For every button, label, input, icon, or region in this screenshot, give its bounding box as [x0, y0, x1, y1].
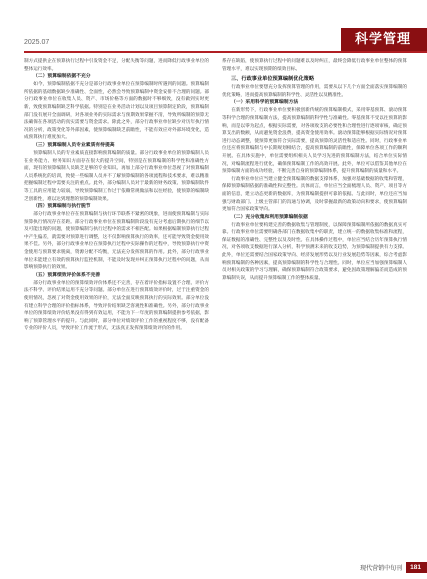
body-paragraph: 行政事业单位要构建完善的数据收集与管理制度，以保障预算编制所依据的数据真实可靠。行政事业单位需要明确各部门在数据收集中的职责，建立统一的数据收集标准和流程，保证数据的准确性、完整性以及及时性。在具体操作过程中，单位应当结合历年预算执行情况，对各项收支数据进行深入分析，科学预测未来的收支趋势，为预算编制提供有力支撑。此外，单位还需要结合国家政策导向、经济发展形势以及行业发展趋势等因素，综合考虑影响预算编制的各种因素，提高预算编制的科学性与合理性。同时，单位应当加强预算编制人员对相关政策的学习与理解，确保预算编制符合政策要求，避免因政策理解偏差而造成的预算编制失误，从而提升预算编制工作的整体质量。 — [222, 222, 407, 281]
page-number: 181 — [406, 562, 427, 573]
page-footer — [360, 562, 427, 573]
body-paragraph: 预算编制人员的专业素质直接影响预算编制的质量。部分行政事业单位的预算编制人员在业务能力、财务知识方面存在很大的提升空间，特别是在预算编制的科学性和准确性方面，现有的预算编制人员缺乏足够的专业知识。再加上部分行政事业单位忽视了对预算编制人员系统化的培训，致使一些编制人员并不了解预算编制的各项流程和技术要求，难以精准把握编制过程中需要关注的重点。此外，部分编制人员对于最新的财务政策、预算编制软件等工具的应用能力较弱，导致预算编制工作过于依赖常规做法和以往经验，使预算的编制缺乏创新性，难以达到理想的预算编制效果。 — [24, 150, 209, 202]
left-column — [24, 58, 209, 556]
body-paragraph: 部分行政事业单位的预算绩效评价体系还不完善，存在着评价指标设置不合理、评价方法不科学、评价结果运用不充分等问题。部分单位在进行预算绩效评价时，过于注重资金的使用情况，忽视了对资金使用效果的评价，无法全面反映预算执行的实际效果。部分单位没有建立科学合理的评价指标体系，导致评价结果缺乏客观性和准确性。另外，部分行政事业单位的预算绩效评价结果没有得到有效运用，不能为下一年度的预算编制提供参考依据，影响了预算管理水平的提升。与此同时，部分单位对绩效评价工作的重视程度不够，没有配备专业的评价人员，导致评价工作流于形式，无法真正发挥预算绩效评价的作用。 — [24, 280, 209, 332]
subsection-heading: （五）预算绩效评价体系不完善 — [33, 272, 101, 278]
subsection-heading: （三）预算编制人员专业素质有待提高 — [33, 142, 115, 148]
subsection-heading: （四）预算编制与执行脱节 — [33, 204, 91, 210]
right-column — [222, 58, 407, 556]
header-rule — [24, 51, 427, 53]
body-paragraph: 行政事业单位应当建立健全预算编制的数据支撑体系，加强对基础数据的收集和管理，保障预算编制依据的准确性和完整性。具体而言，单位应当全面梳理人员、资产、项目等方面的信息，建立动态更新的数据库，为预算编制提供可靠的依据。与此同时，单位还应当加强与财政部门、上级主管部门的沟通与协调，及时掌握最新的政策动向和要求，使预算编制更加符合国家政策导向。 — [222, 176, 407, 213]
subsection-heading: （一）采用科学的预算编制方法 — [231, 100, 299, 106]
section-heading: 三、行政事业单位预算编制优化策略 — [231, 76, 315, 83]
body-paragraph: 在新形势下，行政事业单位要积极创新传统的预算编制模式，采用零基预算、滚动预算等科学合理的预算编制方法，提高预算编制的科学性与准确性。零基预算不受以往预算的影响，而是以零为起点，根据实际需要，对各项收支的必要性和合理性进行逐项审核，确定预算支出的数额，从而避免资金浪费，提高资金使用效率。滚动预算能够根据实际情况对预算进行动态调整，使预算更加符合实际需要，提高预算的灵活性和适应性。同时，行政事业单位还应将预算编制与中长期规划相结合，提高预算编制的前瞻性，保障单位各项工作的顺利开展。在具体实施中，单位需要组织相关人员学习先进的预算编制方法，结合单位实际情况，对编制流程进行优化，确保预算编制工作的高效开展。此外，单位可以借鉴其他单位在预算编制方面的成功经验，不断完善自身的预算编制体系，提升预算编制的质量和水平。 — [222, 108, 407, 175]
issue-date: 2025.07 — [24, 39, 50, 46]
body-paragraph: 制方式提供企在预算执行过程中引发资金不足，分配失衡等问题，进而降低行政事业单位的整体运行效率。 — [24, 59, 209, 72]
body-paragraph: 系存在缺陷，使预算执行过程中的问题难以及时纠正，最终会降低行政事业单位整体的预算管理水平，难以实现预期的绩效目标。 — [222, 59, 407, 72]
section-badge: 科学管理 — [341, 28, 427, 52]
body-paragraph: 如今，预算编制依据不充分是部分行政事业单位在预算编制时所遇到的问题。预算编制所依据的基础数据缺少准确性、全面性，必然会导致预算编制中资金安排不合理的问题。部分行政事业单位在收集人员、资产、市场价格等方面的数据时不够细致，没有做到实时更新，致使预算编制缺乏科学依据。特别是在业务活动计划以及项目预算制定阶段，预算编制部门没有展开全面调研，对各项业务的实际需求与预期效果掌握不清，导致所编制的预算无法确保在各项活动的真实需要与资金需求。除此之外，部分行政事业单位缺少对历年执行情况的分析，政策变化等外部因素，使预算编制缺乏前瞻性，不能有效应对外部环境变化，造成预算执行难度加大。 — [24, 82, 209, 141]
subsection-heading: （二）充分收集和利用预算编制依据 — [231, 214, 308, 220]
body-paragraph: 部分行政事业单位存在预算编制与执行环节联系不紧密的现象，进而使预算编制与实际预算执行情况存在差距。部分行政事业单位在预算编制阶段没有充分考虑后期执行的细节以及可能出现的问题，使预算编制与执行过程中的需求不相匹配。如果根据编制预算执行过程中产生偏差，就需要对预算进行调整，这不仅影响预算执行的效率，还可能导致资金使用效果不佳。另外，部分行政事业单位在预算执行过程中实际操作的过程中，导致预算执行中资金使用与预算要求脱离，资源分配不均衡，无法充分发挥预算的作用。此外，部分行政事业单位未能建立有效的预算执行监控机制，不能及时发现并纠正预算执行过程中的问题，从而影响预算执行的效果。 — [24, 212, 209, 271]
body-paragraph: 行政事业单位要想充分发挥预算管理的作用，需要从以下几个方面全面落实预算编制的优化策略，进而提高预算编制的科学性、灵活性以及精准性。 — [222, 85, 407, 98]
subsection-heading: （二）预算编制依据不充分 — [33, 74, 91, 80]
journal-name: 现代营销中旬刊 — [360, 565, 403, 572]
